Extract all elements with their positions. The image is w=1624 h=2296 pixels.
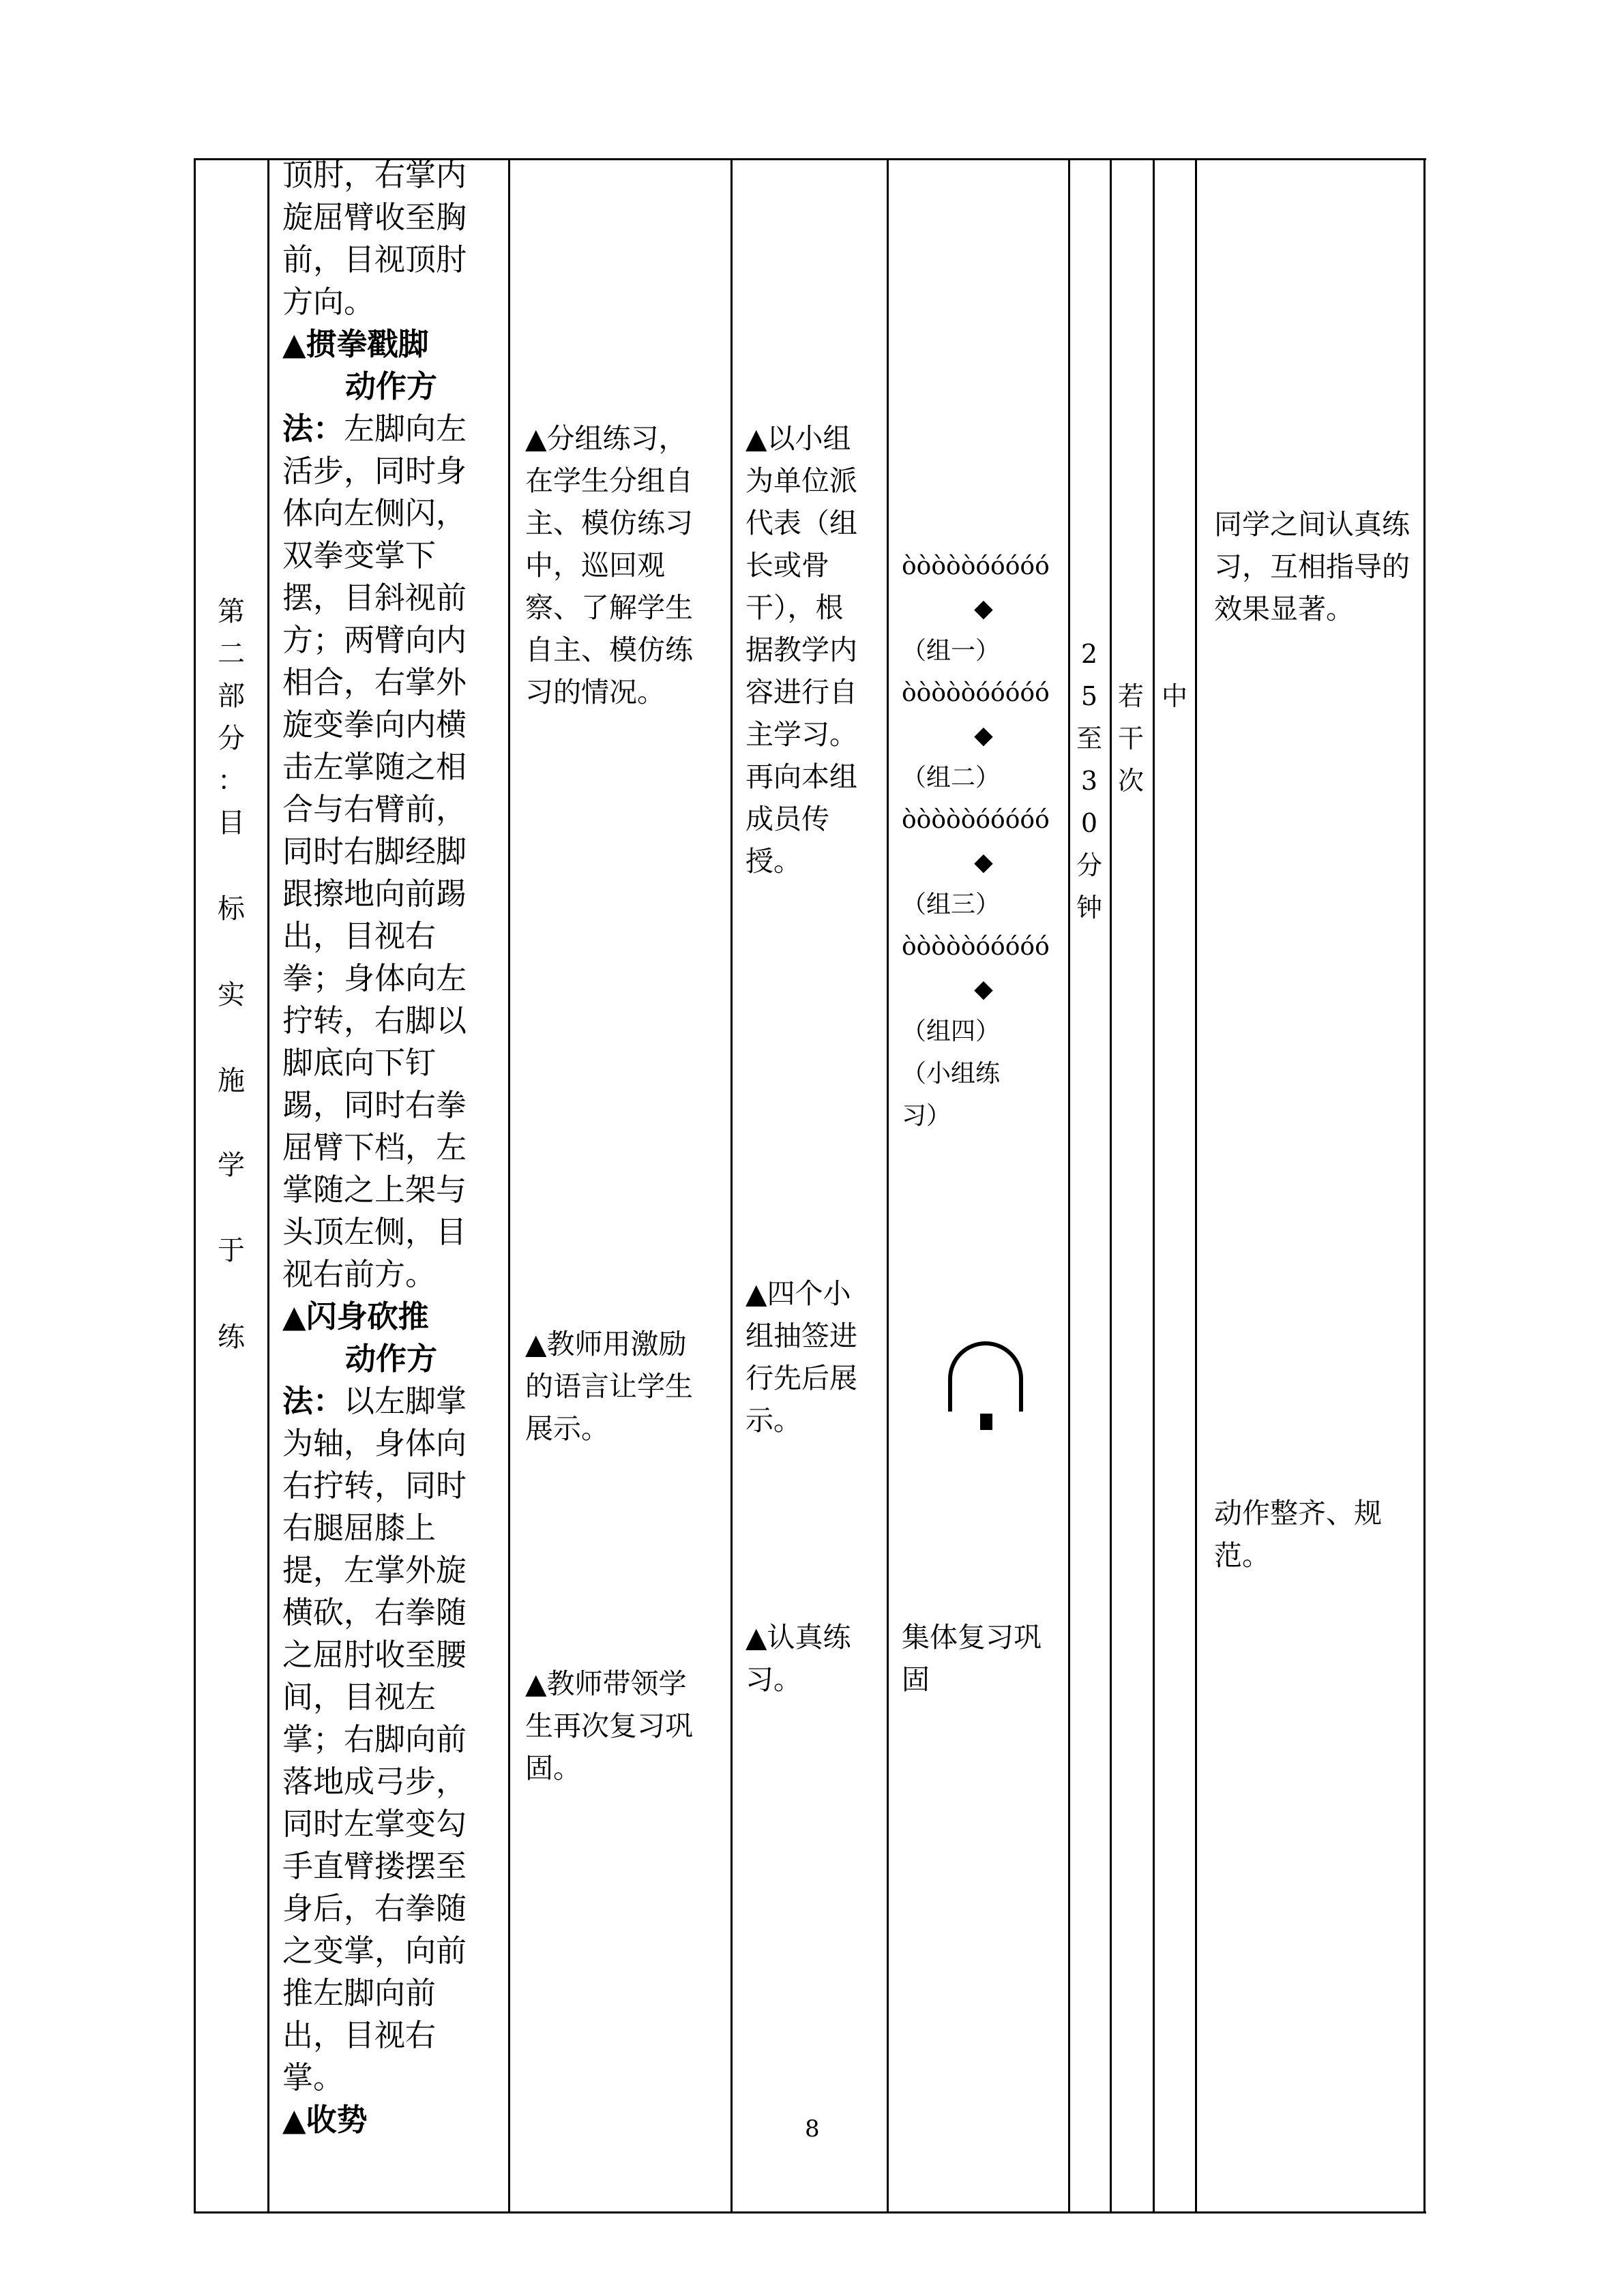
table-bottom-border [194,2211,1426,2213]
formation-diagram [902,546,1065,1137]
arc-formation-icon [945,1337,1027,1432]
col-line-5 [887,158,889,2213]
section-char: 施 [218,1065,245,1097]
group-label: （组四） [902,1017,1001,1045]
section-char: 标 [218,893,245,925]
formation-row: òòòòòóóóóó [902,679,1050,707]
col-line-1 [194,158,196,2213]
method-label: 法： [282,1383,344,1419]
student-activity-3: ▲认真练习。 [745,1621,851,1696]
section-char: ： [218,765,245,796]
page-number: 8 [805,2115,820,2143]
group-label: （组一） [902,637,1001,665]
time-char: 至 [1076,724,1102,754]
time-char: 分 [1076,850,1102,880]
time-char: 2 [1080,639,1098,669]
col-line-8 [1153,158,1155,2213]
student-activity-2: ▲四个小组抽签进行先后展示。 [745,1277,857,1437]
group-practice-note: （小组练习） [902,1060,1001,1130]
teacher-activity-2: ▲教师用激励的语言让学生展示。 [525,1328,693,1445]
col-line-9 [1195,158,1197,2213]
formation-row: òòòòòóóóóó [902,933,1050,961]
col-line-2 [267,158,269,2213]
count-char: 若 [1117,681,1144,711]
col-line-7 [1110,158,1112,2213]
col-line-10 [1423,158,1426,2213]
section-char: 分 [218,723,245,754]
method-heading: 动作方 [345,1341,438,1377]
col-line-6 [1068,158,1070,2213]
collective-review: 集体复习巩固 [902,1621,1042,1696]
move-title-guanquan: ▲掼拳戳脚 [282,326,429,362]
move-title-shanshen: ▲闪身砍推 [282,1298,429,1335]
intensity-value: 中 [1161,681,1187,711]
time-char: 5 [1080,681,1098,711]
count-char: 次 [1117,766,1144,796]
method-column [282,154,487,2141]
effect-note-2: 动作整齐、规范。 [1214,1497,1382,1572]
teacher-activity-1: ▲分组练习，在学生分组自主、模仿练习中，巡回观察、了解学生自主、模仿练习的情况。 [525,422,693,709]
diamond-icon: ◆ [974,848,993,876]
formation-row: òòòòòóóóóó [902,552,1050,580]
section-char: 实 [218,979,245,1011]
method-heading: 动作方 [345,368,438,404]
section-char: 目 [218,807,245,839]
group-label: （组三） [902,891,1001,919]
time-char: 0 [1080,808,1098,838]
section-char: 练 [218,1322,245,1353]
method-text-2: 左脚向左活步，同时身体向左侧闪，双拳变掌下摆，目斜视前方；两臂向内相合，右掌外旋变拳向内横击左掌随之相合与右臂前，同时右脚经脚跟擦地向前踢出，目视右拳；身体向左拧转，右脚以脚底向下钉踢，同时右拳屈臂下档，左掌随之上架与头顶左侧，目视右前方。 [282,411,467,1292]
section-char: 二 [218,638,245,670]
effect-note-1: 同学之间认真练习，互相指导的效果显著。 [1214,508,1410,625]
diamond-icon: ◆ [974,595,993,623]
student-activity-1: ▲以小组为单位派代表（组长或骨干），根据教学内容进行自主学习。再向本组成员传授。 [745,422,857,878]
col-line-3 [508,158,510,2213]
count-char: 干 [1117,724,1144,754]
method-text-3: 以左脚掌为轴，身体向右拧转，同时右腿屈膝上提，左掌外旋横砍，右拳随之屈肘收至腰间，目视左掌；右脚向前落地成弓步，同时左掌变勾手直臂搂摆至身后，右拳随之变掌，向前推左脚向前出，目视右掌。 [282,1383,467,2096]
method-text-1: 顶肘，右掌内旋屈臂收至胸前，目视顶肘方向。 [282,157,467,320]
group-label: （组二） [902,764,1001,792]
move-title-shoushi: ▲收势 [282,2102,368,2138]
section-char: 学 [218,1150,245,1181]
teacher-activity-3: ▲教师带领学生再次复习巩固。 [525,1667,693,1785]
section-char: 部 [218,681,245,712]
time-char: 钟 [1076,893,1102,923]
section-char: 第 [218,596,245,627]
diamond-icon: ◆ [974,721,993,749]
formation-row: òòòòòóóóóó [902,806,1050,834]
method-label: 法： [282,411,344,447]
section-char: 于 [218,1235,245,1266]
time-char: 3 [1080,766,1098,796]
diamond-icon: ◆ [974,975,993,1003]
col-line-4 [730,158,733,2213]
